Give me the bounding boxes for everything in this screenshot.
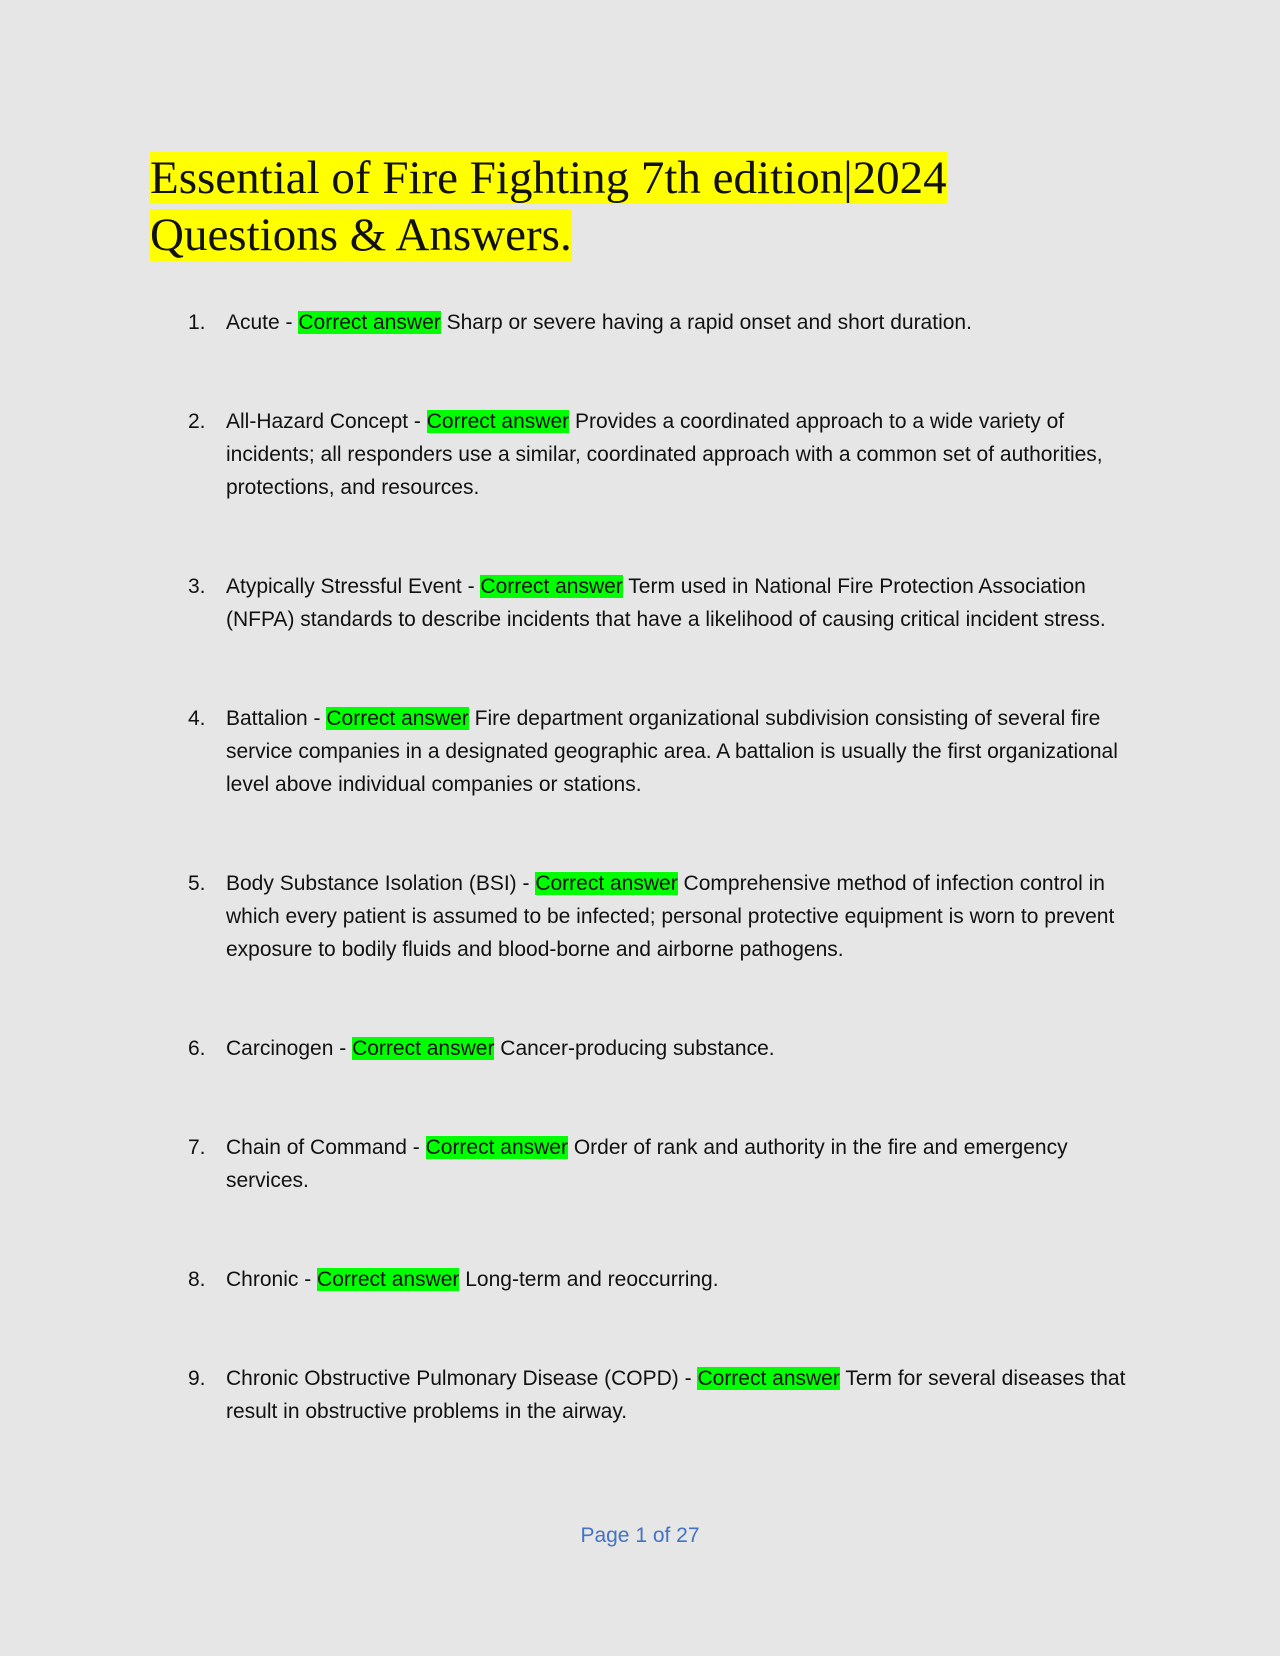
answer-highlight: Correct answer [426,410,570,433]
item-number: 7. [188,1136,206,1159]
item-definition: Fire department organizational subdivision consisting of several fire service companies in a designated geographic area. A battalion is usually the first organizational level above individual companies or stations. [226,707,1118,796]
list-item [150,1362,1130,1428]
item-number: 5. [188,872,206,895]
list-item [150,1263,1130,1296]
answer-highlight: Correct answer [480,575,623,598]
item-term: Body Substance Isolation (BSI) - [226,872,536,895]
item-definition: Term for several diseases that result in obstructive problems in the airway. [226,1367,1126,1423]
item-number: 9. [188,1367,206,1390]
list-item [150,1131,1130,1197]
answer-highlight: Correct answer [317,1268,460,1291]
answer-highlight: Correct answer [352,1037,495,1060]
title-line-2: Questions & Answers. [150,209,572,261]
list-item [150,570,1130,636]
item-term: Atypically Stressful Event - [226,575,481,598]
item-definition: Provides a coordinated approach to a wide variety of incidents; all responders use a similar, coordinated approach with a common set of authorities, protections, and resources. [226,410,1103,499]
item-term: Carcinogen - [226,1037,353,1060]
answer-highlight: Correct answer [298,311,441,334]
answer-highlight: Correct answer [697,1367,840,1390]
answer-highlight: Correct answer [535,872,678,895]
item-definition: Order of rank and authority in the fire and emergency services. [226,1136,1068,1192]
item-number: 1. [188,311,206,334]
list-item [150,702,1130,801]
item-definition: Comprehensive method of infection control in which every patient is assumed to be infected; personal protective equipment is worn to prevent exposure to bodily fluids and blood-borne and airborne pathogens. [226,872,1115,961]
item-number: 3. [188,575,206,598]
item-term: Chronic - [226,1268,318,1291]
item-term: Chronic Obstructive Pulmonary Disease (COPD) - [226,1367,698,1390]
item-definition: Sharp or severe having a rapid onset and short duration. [440,311,972,334]
page-number: Page 1 of 27 [580,1524,700,1547]
item-number: 6. [188,1037,206,1060]
qa-list [150,306,1130,1494]
item-number: 4. [188,707,206,730]
list-item [150,1032,1130,1065]
page-title [150,150,1050,264]
item-definition: Term used in National Fire Protection Association (NFPA) standards to describe incidents that have a likelihood of causing critical incident stress. [226,575,1106,631]
item-definition: Long-term and reoccurring. [459,1268,719,1291]
answer-highlight: Correct answer [425,1136,568,1159]
item-term: All-Hazard Concept - [226,410,427,433]
item-term: Battalion - [226,707,327,730]
answer-highlight: Correct answer [326,707,469,730]
list-item [150,405,1130,504]
list-item [150,306,1130,339]
item-term: Chain of Command - [226,1136,426,1159]
item-term: Acute - [226,311,299,334]
item-number: 2. [188,410,206,433]
item-number: 8. [188,1268,206,1291]
item-definition: Cancer-producing substance. [494,1037,775,1060]
title-line-1: Essential of Fire Fighting 7th edition|2024 [150,152,947,204]
list-item [150,867,1130,966]
